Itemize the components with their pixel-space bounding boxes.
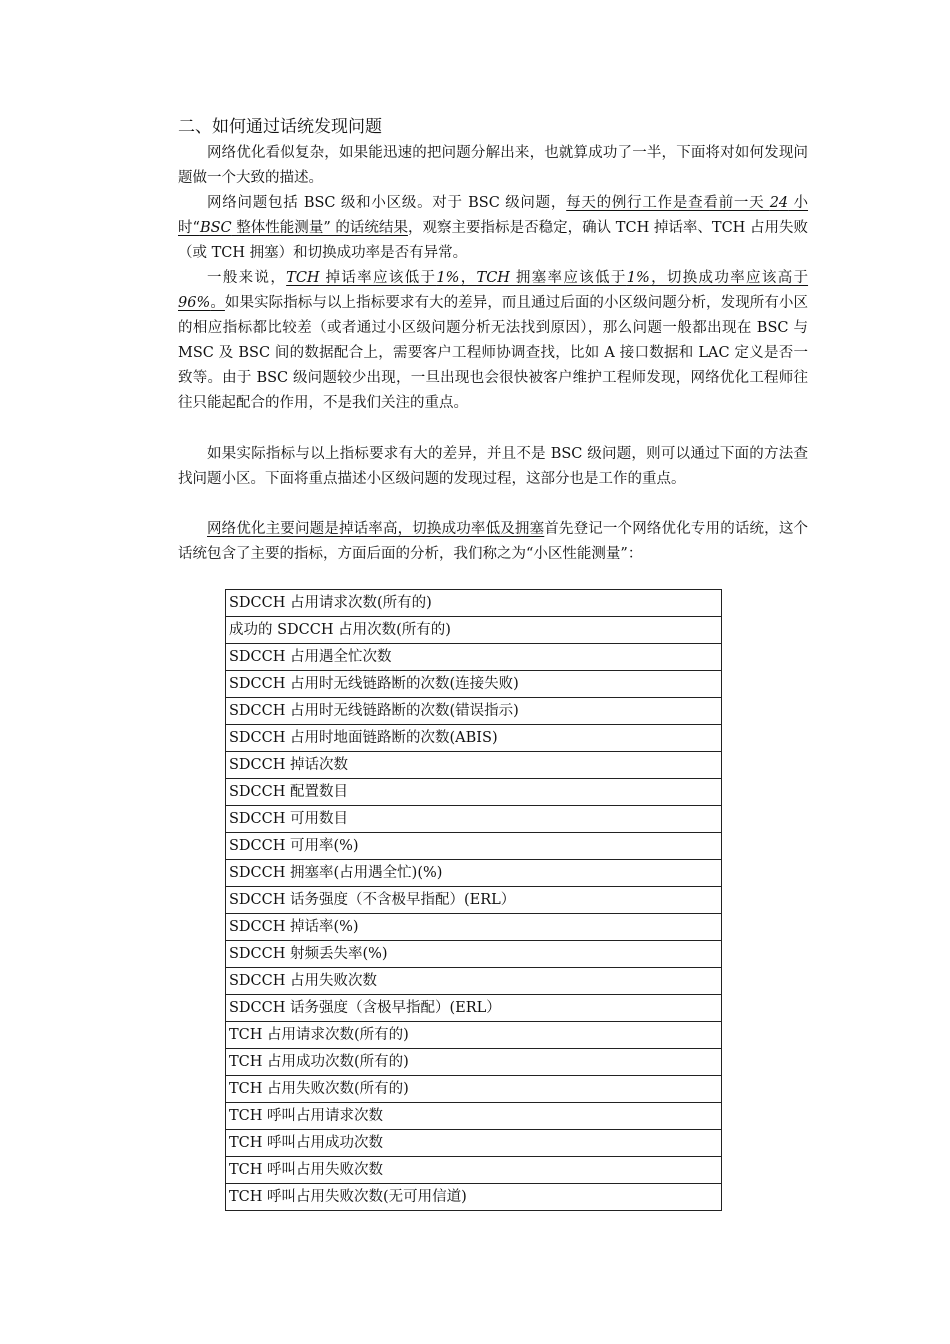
table-row bbox=[226, 644, 722, 671]
text-run: 掉话率应该低于 bbox=[319, 270, 437, 286]
italic-text: TCH bbox=[476, 270, 510, 286]
table-row bbox=[226, 941, 722, 968]
table-row bbox=[226, 671, 722, 698]
table-cell: SDCCH 配置数目 bbox=[226, 779, 722, 806]
text-run: 网络问题包括 BSC 级和小区级。对于 BSC 级问题， bbox=[207, 195, 567, 211]
underlined-text: 网络优化主要问题是掉话率高，切换成功率低及拥塞 bbox=[207, 521, 545, 537]
paragraph-cell-level: 如果实际指标与以上指标要求有大的差异，并且不是 BSC 级问题，则可以通过下面的方法查找问题小区。下面将重点描述小区级问题的发现过程，这部分也是工作的重点。 bbox=[178, 446, 808, 487]
table-cell: SDCCH 射频丢失率(%) bbox=[226, 941, 722, 968]
text-run: ，切换成功率应该高于 bbox=[649, 270, 809, 286]
table-cell: TCH 占用失败次数(所有的) bbox=[226, 1076, 722, 1103]
table-cell: SDCCH 拥塞率(占用遇全忙)(%) bbox=[226, 860, 722, 887]
table-row bbox=[226, 860, 722, 887]
metrics-table-body bbox=[226, 590, 722, 1211]
text-run: 一般来说， bbox=[207, 270, 287, 286]
text-run: 拥塞率应该低于 bbox=[509, 270, 627, 286]
table-cell: TCH 呼叫占用请求次数 bbox=[226, 1103, 722, 1130]
italic-text: 1% bbox=[626, 270, 650, 286]
table-cell: SDCCH 话务强度（含极早指配）(ERL） bbox=[226, 995, 722, 1022]
table-row bbox=[226, 1130, 722, 1157]
table-cell: SDCCH 占用时地面链路断的次数(ABIS) bbox=[226, 725, 722, 752]
table-cell: SDCCH 可用数目 bbox=[226, 806, 722, 833]
table-cell: 成功的 SDCCH 占用次数(所有的) bbox=[226, 617, 722, 644]
italic-text: BSC bbox=[199, 220, 232, 236]
table-cell: SDCCH 占用时无线链路断的次数(错误指示) bbox=[226, 698, 722, 725]
table-cell: TCH 占用成功次数(所有的) bbox=[226, 1049, 722, 1076]
table-cell: TCH 呼叫占用失败次数(无可用信道) bbox=[226, 1184, 722, 1211]
text-run: ， bbox=[459, 270, 477, 286]
table-row bbox=[226, 725, 722, 752]
table-row bbox=[226, 752, 722, 779]
table-row bbox=[226, 968, 722, 995]
italic-text: TCH bbox=[286, 270, 320, 286]
text-run: 。 bbox=[210, 295, 225, 311]
paragraph-bsc-level bbox=[178, 191, 808, 266]
metrics-table bbox=[225, 589, 722, 1211]
paragraph-thresholds bbox=[178, 266, 808, 416]
table-row bbox=[226, 806, 722, 833]
table-row bbox=[226, 995, 722, 1022]
table-cell: SDCCH 掉话率(%) bbox=[226, 914, 722, 941]
table-row bbox=[226, 833, 722, 860]
table-cell: SDCCH 话务强度（不含极早指配）(ERL） bbox=[226, 887, 722, 914]
italic-text: 1% bbox=[436, 270, 460, 286]
table-cell: SDCCH 占用遇全忙次数 bbox=[226, 644, 722, 671]
table-cell: SDCCH 可用率(%) bbox=[226, 833, 722, 860]
text-run: 每天的例行工作是查看前一天 bbox=[566, 195, 770, 211]
table-row bbox=[226, 590, 722, 617]
text-run: 如果实际指标与以上指标要求有大的差异，而且通过后面的小区级问题分析，发现所有小区的相应指标都比较差（或者通过小区级问题分析无法找到原因），那么问题一般都出现在 BSC 与 MSC 及 BSC 间的数据配合上，需要客户工程师协调查找，比如 A 接口数据和 LAC 定义是否一致等。由于 BSC 级问题较少出现，一旦出现也会很快被客户维护工程师发现，网络优化工程师往往只能起配合的作用，不是我们关注的重点。 bbox=[178, 295, 809, 411]
table-row bbox=[226, 1049, 722, 1076]
table-row bbox=[226, 1184, 722, 1211]
table-cell: SDCCH 占用请求次数(所有的) bbox=[226, 590, 722, 617]
table-row bbox=[226, 617, 722, 644]
paragraph-main-problems bbox=[178, 517, 808, 567]
italic-text: 24 bbox=[769, 195, 789, 211]
table-row bbox=[226, 914, 722, 941]
paragraph-intro: 网络优化看似复杂，如果能迅速的把问题分解出来，也就算成功了一半，下面将对如何发现问题做一个大致的描述。 bbox=[178, 145, 808, 186]
table-row bbox=[226, 887, 722, 914]
text-run: 首先登记一个网络优化专用的话统，这个话统包含了主要的指标，方面后面的分析，我们称之为“小区性能测量”： bbox=[178, 521, 809, 562]
section-heading: 二、如何通过话统发现问题 bbox=[178, 117, 382, 137]
table-row bbox=[226, 1076, 722, 1103]
table-cell: SDCCH 占用失败次数 bbox=[226, 968, 722, 995]
table-row bbox=[226, 1022, 722, 1049]
text-run: 小时“ bbox=[178, 195, 809, 236]
text-run: 整体性能测量” 的话统结果 bbox=[231, 220, 408, 236]
table-row bbox=[226, 1103, 722, 1130]
italic-text: 96% bbox=[178, 295, 211, 311]
table-row bbox=[226, 1157, 722, 1184]
table-row bbox=[226, 779, 722, 806]
table-cell: TCH 呼叫占用成功次数 bbox=[226, 1130, 722, 1157]
table-cell: SDCCH 掉话次数 bbox=[226, 752, 722, 779]
table-cell: TCH 占用请求次数(所有的) bbox=[226, 1022, 722, 1049]
text-run: ，观察主要指标是否稳定，确认 TCH 掉话率、TCH 占用失败（或 TCH 拥塞）和切换成功率是否有异常。 bbox=[178, 220, 808, 261]
table-cell: TCH 呼叫占用失败次数 bbox=[226, 1157, 722, 1184]
table-row bbox=[226, 698, 722, 725]
table-cell: SDCCH 占用时无线链路断的次数(连接失败) bbox=[226, 671, 722, 698]
